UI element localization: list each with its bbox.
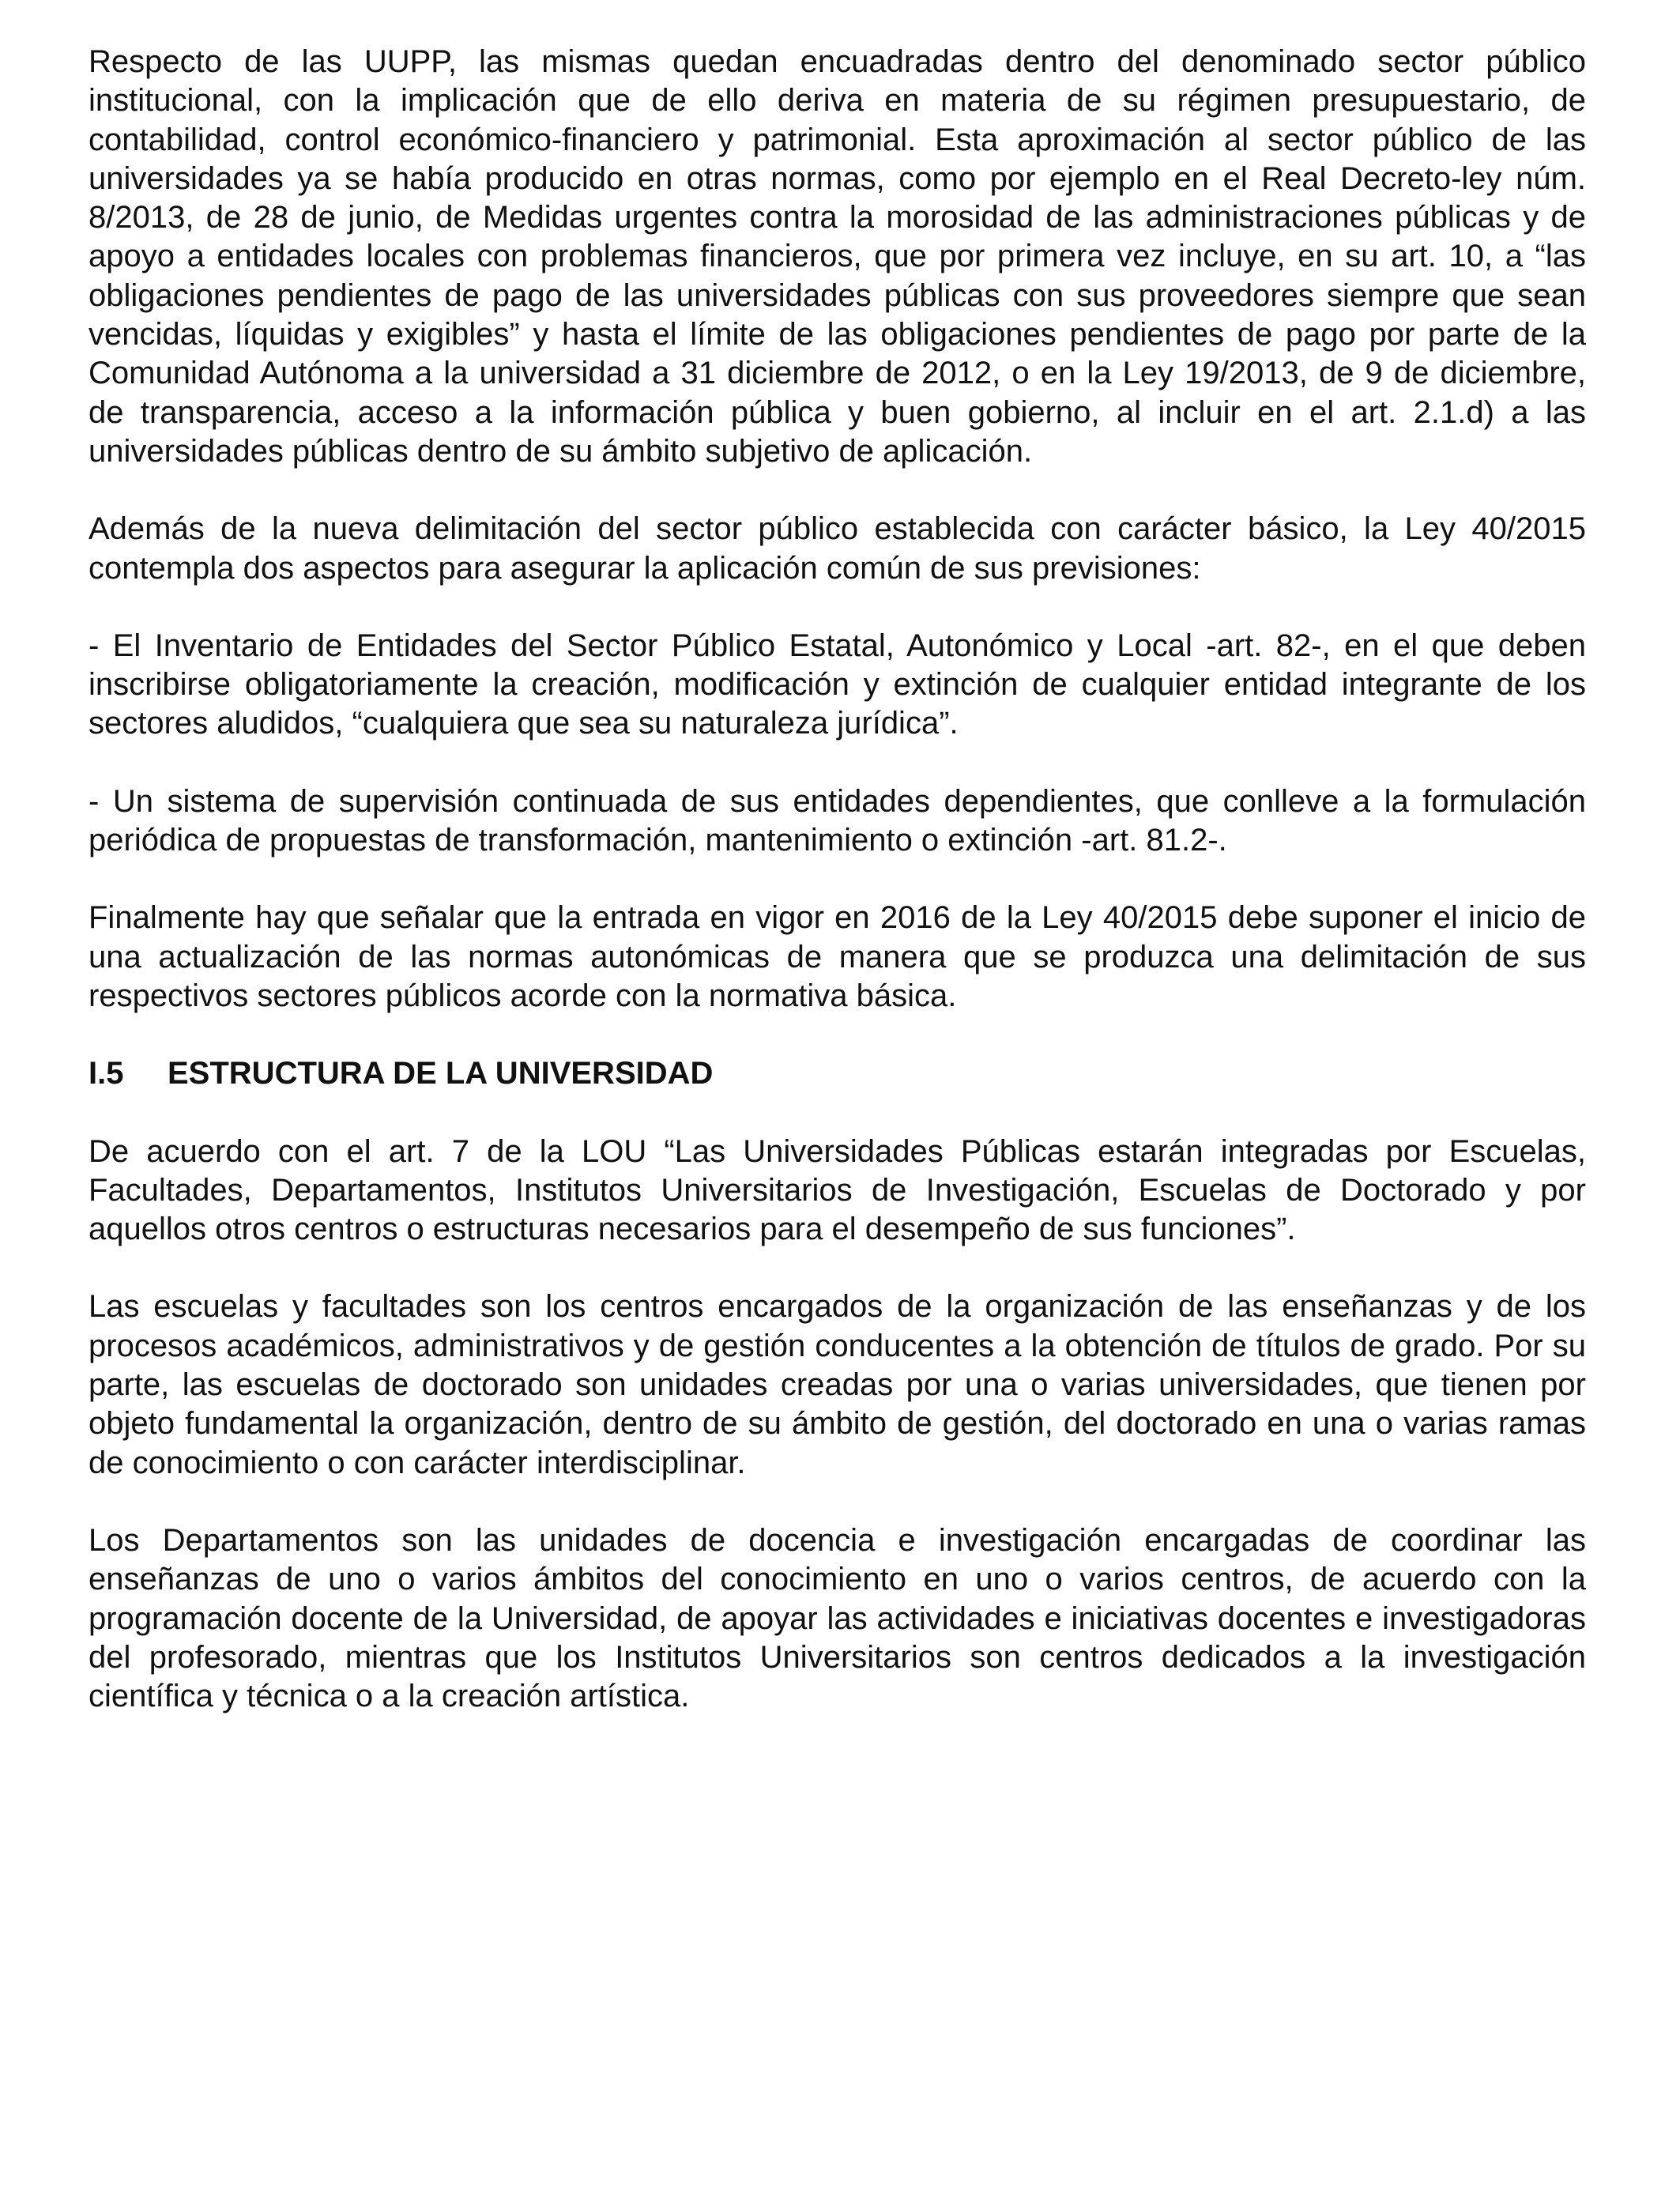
paragraph-finalmente: Finalmente hay que señalar que la entrada en vigor en 2016 de la Ley 40/2015 debe suponer el inicio de una actualización de las normas autonómicas de manera que se produzca una delimitación de sus respectivos sectores públicos acorde con la normativa básica. <box>89 900 1586 1013</box>
paragraph-art-7-lou: De acuerdo con el art. 7 de la LOU “Las Universidades Públicas estarán integradas por Escuelas, Facultades, Departamentos, Institutos Universitarios de Investigación, Escuelas de Doctorado y por aquellos otros centros o estructuras necesarios para el desempeño de sus funciones”. <box>89 1133 1586 1247</box>
paragraph-ley-40-2015-aspectos: Además de la nueva delimitación del sector público establecida con carácter básico, la Ley 40/2015 contempla dos aspectos para asegurar la aplicación común de sus previsiones: <box>89 511 1586 586</box>
paragraph-uupp-sector-publico: Respecto de las UUPP, las mismas quedan encuadradas dentro del denominado sector público institucional, con la implicación que de ello deriva en materia de su régimen presupuestario, de contabilidad, control económico-financiero y patrimonial. Esta aproximación al sector público de las universidades ya se había producido en otras normas, como por ejemplo en el Real Decreto-ley núm. 8/2013, de 28 de junio, de Medidas urgentes contra la morosidad de las administraciones públicas y de apoyo a entidades locales con problemas financieros, que por primera vez incluye, en su art. 10, a “las obligaciones pendientes de pago de las universidades públicas con sus proveedores siempre que sean vencidas, líquidas y exigibles” y hasta el límite de las obligaciones pendientes de pago por parte de la Comunidad Autónoma a la universidad a 31 diciembre de 2012, o en la Ley 19/2013, de 9 de diciembre, de transparencia, acceso a la información pública y buen gobierno, al incluir en el art. 2.1.d) a las universidades públicas dentro de su ámbito subjetivo de aplicación. <box>89 44 1586 469</box>
paragraph-sistema-supervision: - Un sistema de supervisión continuada de sus entidades dependientes, que conlleve a la formulación periódica de propuestas de transformación, mantenimiento o extinción -art. 81.2-. <box>89 783 1586 858</box>
section-number: I.5 <box>89 1056 124 1091</box>
paragraph-departamentos: Los Departamentos son las unidades de docencia e investigación encargadas de coordinar las enseñanzas de uno o varios ámbitos del conocimiento en uno o varios centros, de acuerdo con la programación docente de la Universidad, de apoyar las actividades e iniciativas docentes e investigadoras del profesorado, mientras que los Institutos Universitarios son centros dedicados a la investigación científica y técnica o a la creación artística. <box>89 1522 1586 1714</box>
section-title: ESTRUCTURA DE LA UNIVERSIDAD <box>168 1056 714 1091</box>
paragraph-inventario-entidades: - El Inventario de Entidades del Sector Público Estatal, Autonómico y Local -art. 82-, en el que deben inscribirse obligatoriamente la creación, modificación y extinción de cualquier entidad integrante de los sectores aludidos, “cualquiera que sea su naturaleza jurídica”. <box>89 628 1586 741</box>
paragraph-escuelas-facultades: Las escuelas y facultades son los centros encargados de la organización de las enseñanzas y de los procesos académicos, administrativos y de gestión conducentes a la obtención de títulos de grado. Por su parte, las escuelas de doctorado son unidades creadas por una o varias universidades, que tienen por objeto fundamental la organización, dentro de su ámbito de gestión, del doctorado en una o varias ramas de conocimiento o con carácter interdisciplinar. <box>89 1289 1586 1480</box>
section-heading <box>89 1054 1586 1093</box>
document-page <box>89 43 1586 1755</box>
